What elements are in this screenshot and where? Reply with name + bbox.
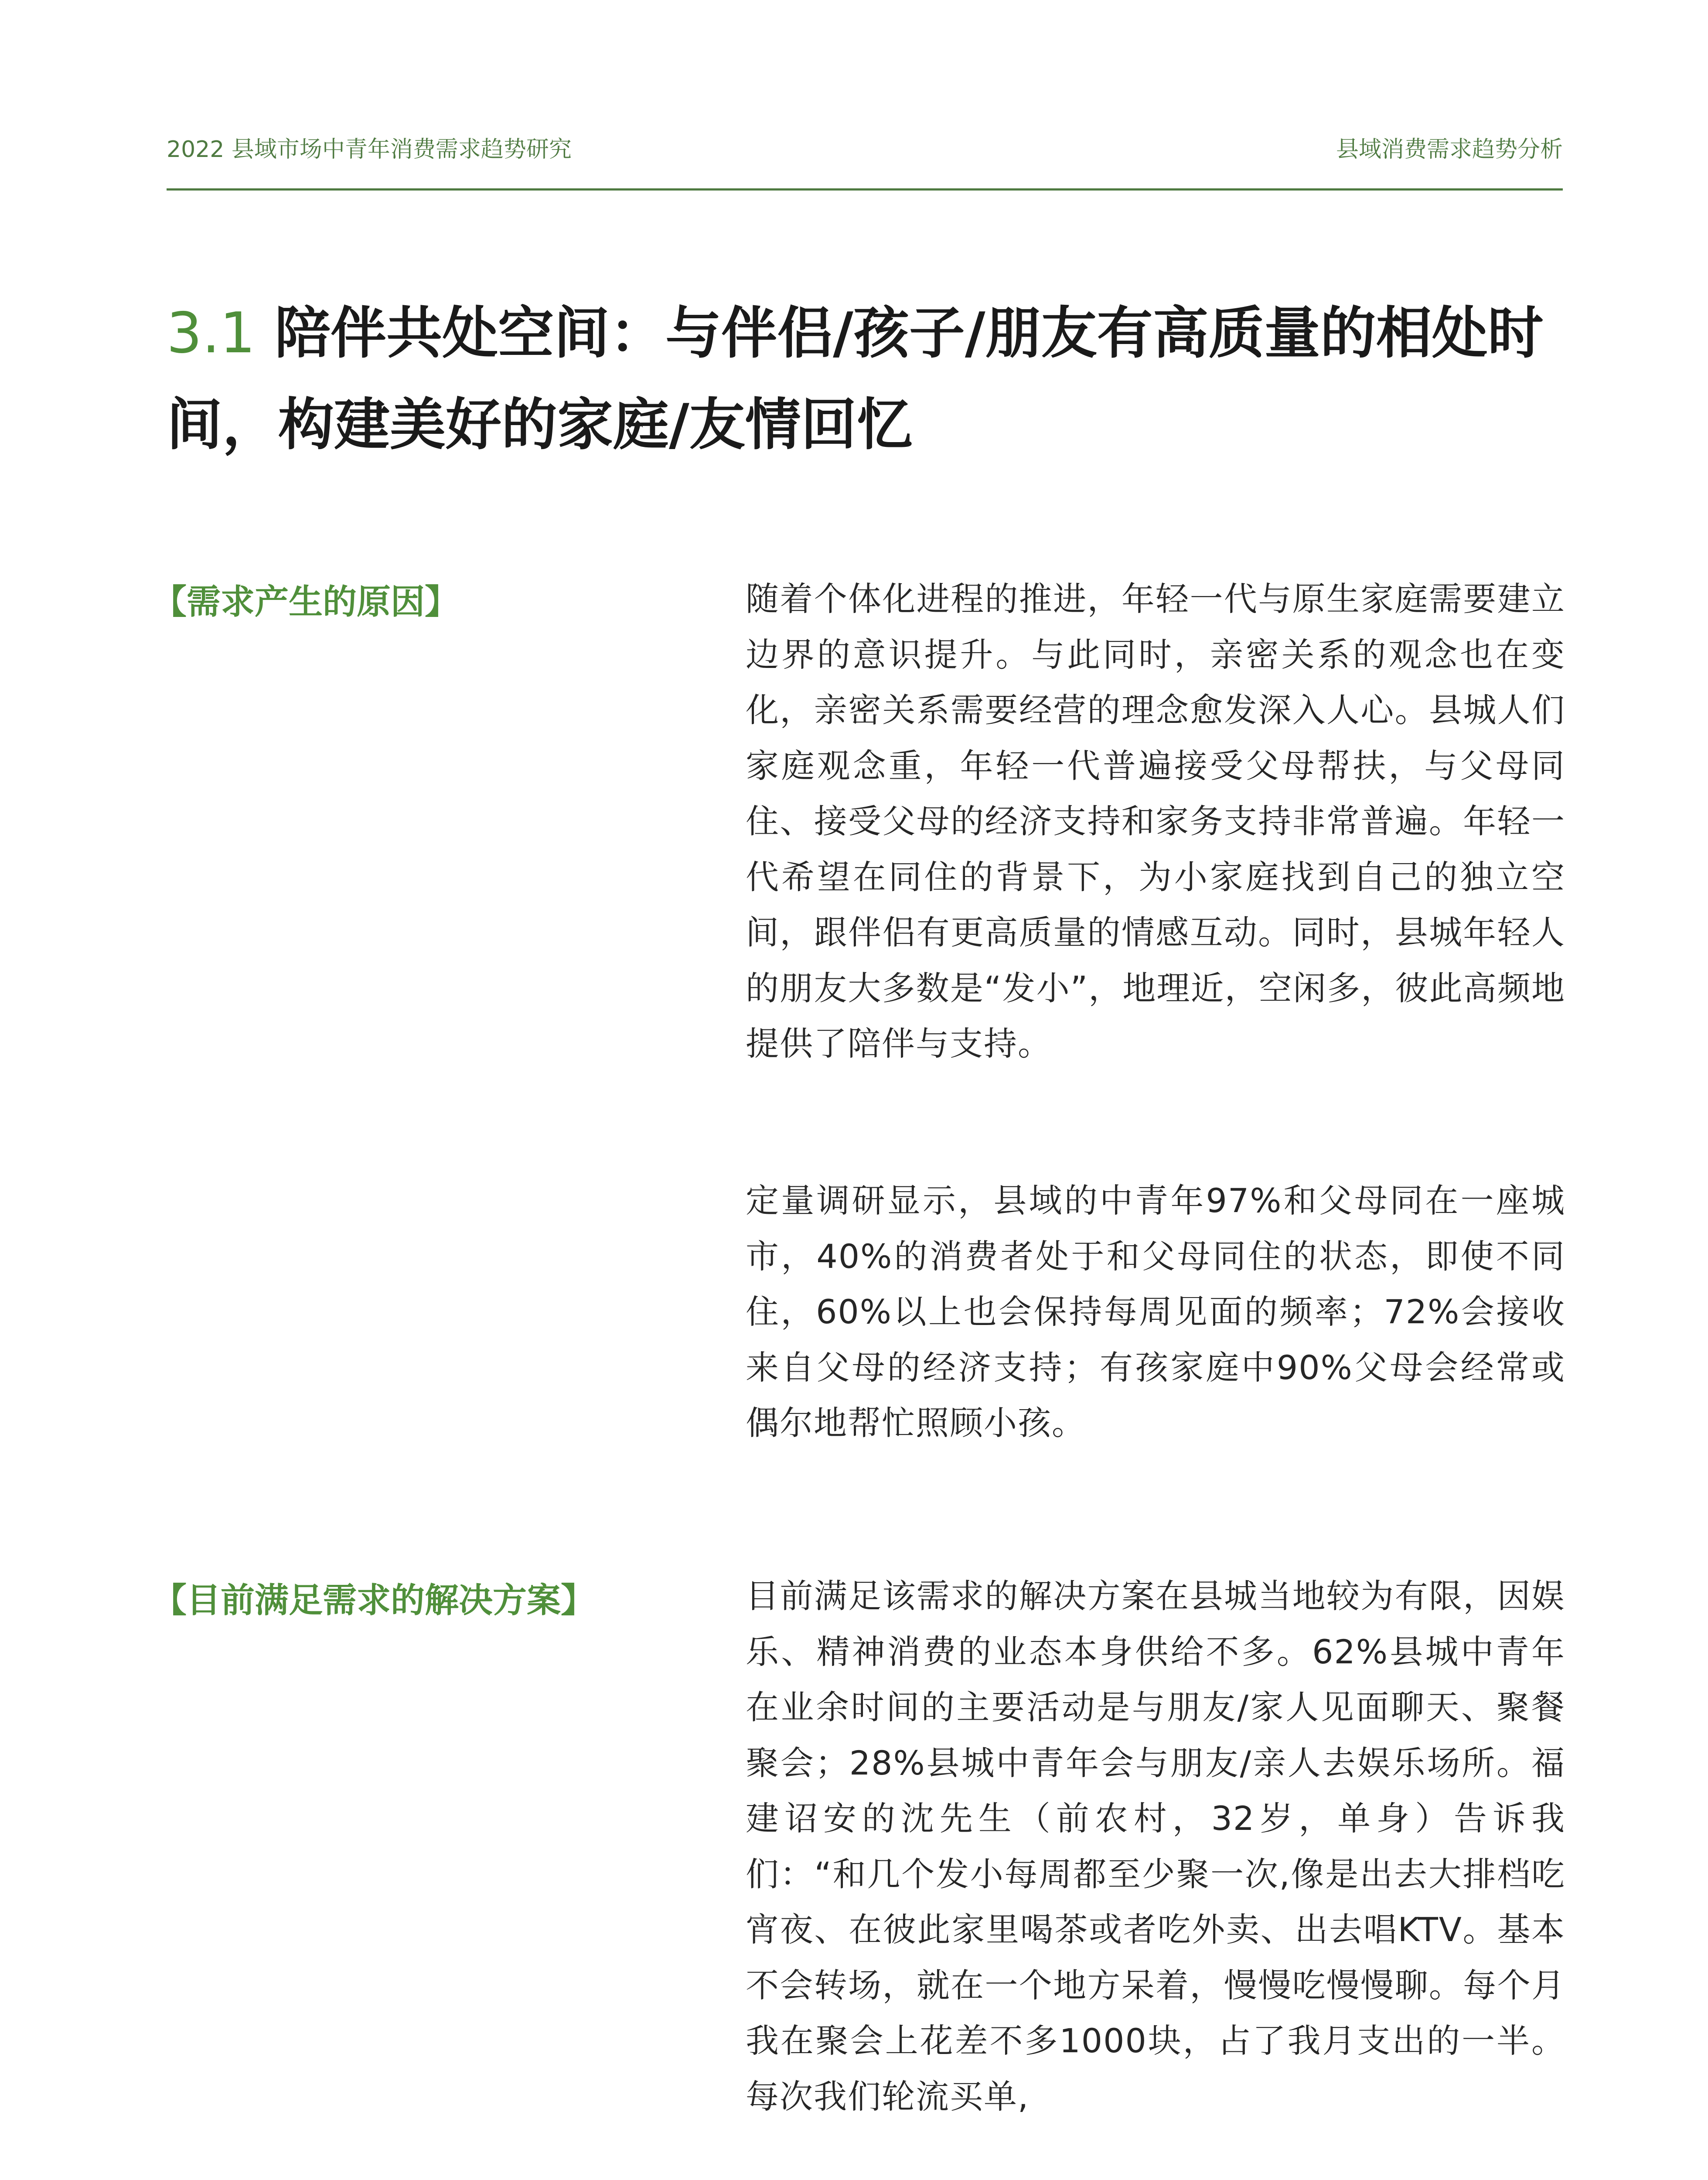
solution-paragraph [746, 1568, 1565, 2124]
running-header [167, 131, 1563, 179]
reason-label: 【需求产生的原因】 [153, 582, 459, 622]
reason-text-2: 定量调研显示，县域的中青年97%和父母同在一座城市，40%的消费者处于和父母同住的状态，即使不同住，60%以上也会保持每周见面的频率；72%会接收来自父母的经济支持；有孩家庭中90%父母会经常或偶尔地帮忙照顾小孩。 [746, 1181, 1565, 1442]
section-title-text: 陪伴共处空间：与伴侣/孩子/朋友有高质量的相处时间，构建美好的家庭/友情回忆 [167, 301, 1544, 457]
solution-text: 目前满足该需求的解决方案在县城当地较为有限，因娱乐、精神消费的业态本身供给不多。62%县城中青年在业余时间的主要活动是与朋友/家人见面聊天、聚餐聚会；28%县城中青年会与朋友/亲人去娱乐场所。福建诏安的沈先生（前农村，32岁，单身）告诉我们：“和几个发小每周都至少聚一次,像是出去大排档吃宵夜、在彼此家里喝茶或者吃外卖、出去唱KTV。基本不会转场，就在一个地方呆着，慢慢吃慢慢聊。每个月我在聚会上花差不多1000块，占了我月支出的一半。每次我们轮流买单, [746, 1577, 1565, 2116]
header-report-title: 2022 县域市场中青年消费需求趋势研究 [167, 136, 572, 163]
section-heading [167, 288, 1579, 471]
section-number: 3.1 [167, 301, 256, 366]
reason-paragraph-2 [746, 1173, 1565, 1451]
header-divider [167, 188, 1563, 191]
reason-text-1: 随着个体化进程的推进，年轻一代与原生家庭需要建立边界的意识提升。与此同时，亲密关系的观念也在变化，亲密关系需要经营的理念愈发深入人心。县城人们家庭观念重，年轻一代普遍接受父母帮扶，与父母同住、接受父母的经济支持和家务支持非常普遍。年轻一代希望在同住的背景下，为小家庭找到自己的独立空间，跟伴侣有更高质量的情感互动。同时，县城年轻人的朋友大多数是“发小”，地理近，空闲多，彼此高频地提供了陪伴与支持。 [746, 579, 1565, 1063]
reason-paragraph-1 [746, 571, 1565, 1072]
header-chapter-title: 县域消费需求趋势分析 [1336, 136, 1563, 163]
solution-label: 【目前满足需求的解决方案】 [153, 1581, 595, 1620]
